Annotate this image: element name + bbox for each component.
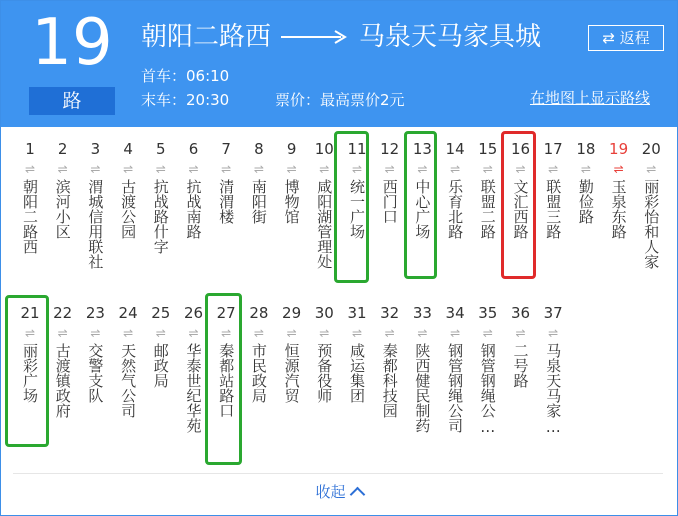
stop-name: 中心广场	[413, 179, 432, 239]
direction-icon: ⇌	[221, 326, 232, 340]
stop-item[interactable]	[406, 303, 438, 433]
direction-icon: ⇌	[90, 162, 101, 176]
stop-name: 统一广场	[348, 179, 366, 239]
highlight-box-stop-27	[205, 293, 242, 465]
direction-icon: ⇌	[155, 162, 166, 176]
stop-name: 丽彩广场	[21, 343, 39, 403]
direction-icon: ⇌	[613, 162, 624, 176]
stop-name: 西门口	[380, 179, 399, 224]
stop-number: 26	[183, 304, 204, 322]
highlight-box-stop-21	[5, 295, 49, 447]
stop-number: 3	[90, 140, 101, 158]
direction-icon: ⇌	[57, 326, 68, 340]
direction-icon: ⇌	[57, 162, 68, 176]
return-trip-label: 返程	[619, 29, 650, 47]
line-header	[1, 1, 677, 127]
stop-name: 钢管钢绳公…	[478, 343, 497, 436]
stop-item[interactable]	[439, 139, 471, 239]
direction-icon: ⇌	[384, 162, 395, 176]
stop-number: 30	[314, 304, 334, 322]
stop-item[interactable]	[472, 303, 504, 436]
stop-name: 抗战路什字	[151, 179, 170, 254]
direction-icon: ⇌	[450, 326, 461, 340]
stop-number: 18	[576, 140, 596, 158]
stop-number: 15	[478, 140, 498, 158]
stop-name: 古渡公园	[119, 179, 138, 239]
stop-name: 二号路	[511, 343, 530, 388]
direction-icon: ⇌	[286, 326, 297, 340]
direction-icon: ⇌	[123, 326, 134, 340]
route-origin: 朝阳二路西	[141, 22, 272, 52]
first-bus-time: 首车：06:10	[141, 67, 230, 85]
line-number-box	[27, 6, 117, 112]
direction-icon: ⇌	[450, 162, 461, 176]
stop-number: 12	[380, 140, 400, 158]
stop-name: 预备役师	[315, 343, 334, 403]
stop-number: 17	[543, 140, 563, 158]
stop-name: 联盟二路	[478, 179, 497, 239]
stop-item[interactable]	[570, 139, 602, 224]
stop-name: 滨河小区	[53, 179, 72, 239]
stop-number: 13	[412, 140, 432, 158]
stop-name: 陕西健民制药	[413, 343, 432, 433]
stop-name: 文汇西路	[511, 179, 530, 239]
stop-item[interactable]	[635, 139, 667, 269]
stop-item[interactable]	[112, 303, 144, 418]
route-arrow-icon	[281, 29, 349, 45]
last-bus-time: 末车：20:30	[141, 91, 230, 109]
stop-item[interactable]	[243, 139, 275, 224]
stop-item[interactable]	[14, 139, 46, 254]
chevron-up-icon	[349, 487, 365, 503]
stop-number: 28	[249, 304, 269, 322]
stop-item[interactable]	[472, 139, 504, 239]
stop-name: 恒源汽贸	[282, 343, 301, 403]
stop-number: 23	[85, 304, 105, 322]
direction-icon: ⇌	[580, 162, 591, 176]
stop-number: 36	[510, 304, 531, 322]
stop-number: 24	[118, 304, 138, 322]
stop-item[interactable]	[341, 303, 373, 403]
stop-name: 市民政局	[249, 343, 268, 403]
stop-name: 联盟三路	[544, 179, 563, 239]
stop-number: 19	[609, 140, 629, 158]
direction-icon: ⇌	[351, 326, 363, 340]
direction-icon: ⇌	[253, 326, 264, 340]
stop-item[interactable]	[276, 303, 308, 403]
stop-name: 南阳街	[249, 179, 268, 224]
stop-item[interactable]	[537, 139, 569, 239]
direction-icon: ⇌	[482, 162, 493, 176]
direction-icon: ⇌	[351, 162, 363, 176]
direction-icon: ⇌	[24, 326, 36, 340]
stop-number: 29	[282, 304, 302, 322]
stop-name: 博物馆	[282, 179, 301, 224]
direction-icon: ⇌	[319, 162, 330, 176]
stop-item[interactable]	[145, 139, 177, 254]
stop-item[interactable]	[178, 139, 210, 239]
stop-name: 咸运集团	[348, 343, 366, 403]
direction-icon: ⇌	[123, 162, 134, 176]
stop-number: 21	[20, 304, 40, 322]
direction-icon: ⇌	[417, 326, 428, 340]
stop-number: 10	[314, 140, 334, 158]
direction-icon: ⇌	[384, 326, 395, 340]
stop-item[interactable]	[145, 303, 177, 388]
stop-number: 7	[221, 140, 231, 158]
stop-item[interactable]	[308, 303, 340, 403]
stop-item[interactable]	[79, 139, 111, 269]
direction-icon: ⇌	[482, 326, 493, 340]
stop-name: 清渭楼	[217, 179, 236, 224]
direction-icon: ⇌	[417, 162, 428, 176]
stop-name: 抗战南路	[184, 179, 203, 239]
direction-icon: ⇌	[319, 326, 330, 340]
direction-icon: ⇌	[188, 162, 199, 176]
stop-name: 邮政局	[151, 343, 170, 388]
stop-item[interactable]	[276, 139, 308, 224]
stop-name: 勤俭路	[576, 179, 595, 224]
swap-icon: ⇄	[602, 29, 615, 47]
stop-name: 朝阳二路西	[21, 179, 39, 254]
collapse-button[interactable]	[1, 481, 677, 502]
stop-item[interactable]	[603, 139, 635, 239]
direction-icon: ⇌	[286, 162, 297, 176]
direction-icon: ⇌	[646, 162, 657, 176]
stop-number: 1	[25, 140, 35, 158]
highlight-box-stop-11	[334, 131, 369, 283]
stop-item[interactable]	[79, 303, 111, 403]
direction-icon: ⇌	[90, 326, 101, 340]
highlight-box-stop-13	[404, 131, 437, 279]
show-route-on-map-link[interactable]: 在地图上显示路线	[530, 89, 651, 107]
stop-item[interactable]	[374, 139, 406, 224]
stop-number: 6	[188, 140, 199, 158]
stop-item[interactable]	[505, 303, 537, 388]
stop-name: 钢管钢绳公司	[446, 343, 465, 433]
stop-number: 5	[156, 140, 166, 158]
direction-icon: ⇌	[253, 162, 264, 176]
stop-name: 交警支队	[86, 343, 105, 403]
return-trip-button[interactable]	[588, 25, 664, 51]
stop-number: 35	[478, 304, 498, 322]
stop-number: 16	[510, 140, 531, 158]
stop-name: 华泰世纪华苑	[184, 343, 203, 433]
stop-name: 秦都站路口	[217, 343, 236, 418]
stop-name: 丽彩怡和人家	[642, 179, 661, 269]
stop-number: 32	[380, 304, 400, 322]
stop-number: 33	[412, 304, 432, 322]
highlight-box-stop-16	[501, 131, 536, 279]
direction-icon: ⇌	[515, 326, 526, 340]
stop-name: 玉泉东路	[609, 179, 628, 239]
divider	[13, 473, 663, 474]
stop-number: 22	[53, 304, 73, 322]
collapse-label: 收起	[315, 483, 346, 501]
direction-icon: ⇌	[221, 162, 232, 176]
stop-item[interactable]	[210, 139, 242, 224]
stop-number: 27	[216, 304, 236, 322]
route-destination: 马泉天马家具城	[359, 22, 542, 52]
direction-icon: ⇌	[515, 162, 526, 176]
stop-number: 37	[543, 304, 563, 322]
stop-name: 古渡镇政府	[53, 343, 72, 418]
stop-item[interactable]	[537, 303, 569, 436]
stop-name: 咸阳湖管理处	[315, 179, 334, 269]
direction-icon: ⇌	[188, 326, 199, 340]
stop-number: 25	[151, 304, 171, 322]
stop-number: 14	[445, 140, 465, 158]
line-suffix: 路	[29, 87, 115, 115]
fare-info: 票价：最高票价2元	[275, 91, 405, 109]
stop-item[interactable]	[47, 139, 79, 239]
stop-item[interactable]	[439, 303, 471, 433]
direction-icon: ⇌	[155, 326, 166, 340]
stop-name: 渭城信用联社	[86, 179, 105, 269]
stop-item[interactable]	[47, 303, 79, 418]
direction-icon: ⇌	[548, 162, 559, 176]
stop-number: 31	[347, 304, 367, 322]
stop-item[interactable]	[374, 303, 406, 418]
stop-item[interactable]	[112, 139, 144, 239]
stop-number: 8	[254, 140, 264, 158]
stop-number: 9	[286, 140, 297, 158]
stop-number: 20	[641, 140, 661, 158]
route-title	[141, 19, 541, 55]
stop-name: 天然气公司	[119, 343, 138, 418]
stop-number: 2	[57, 140, 68, 158]
stop-number: 11	[347, 140, 367, 158]
stop-name: 秦都科技园	[380, 343, 399, 418]
stop-number: 4	[123, 140, 133, 158]
stop-number: 34	[445, 304, 465, 322]
line-number: 19	[31, 6, 113, 80]
stop-item[interactable]	[243, 303, 275, 403]
stop-name: 马泉天马家…	[544, 343, 563, 436]
direction-icon: ⇌	[24, 162, 36, 176]
stop-name: 乐育北路	[446, 179, 465, 239]
direction-icon: ⇌	[548, 326, 559, 340]
